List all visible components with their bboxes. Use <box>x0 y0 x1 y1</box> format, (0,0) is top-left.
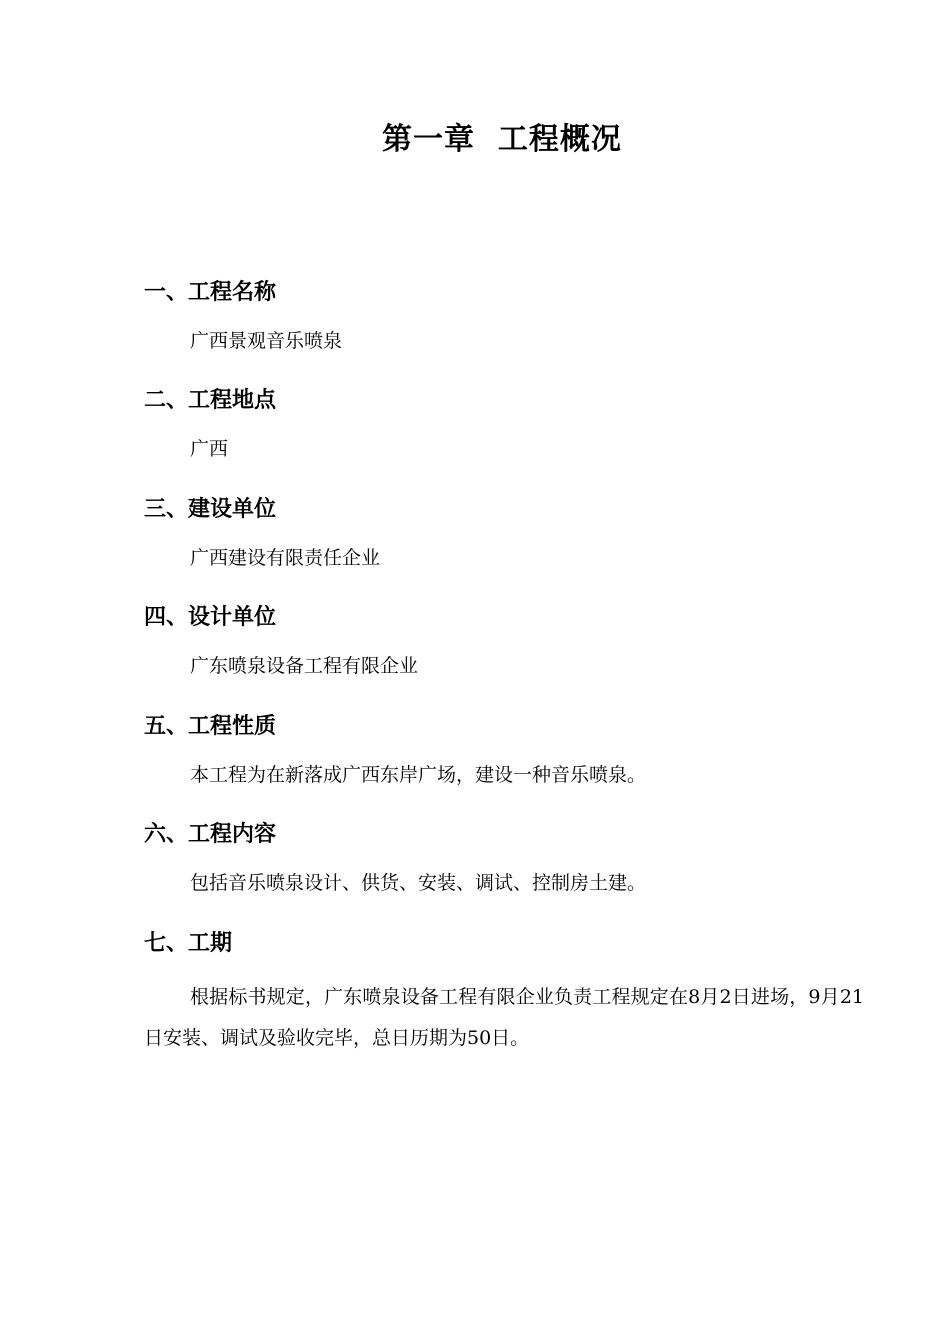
section-body: 广东喷泉设备工程有限企业 <box>190 655 419 677</box>
section-body: 广西景观音乐喷泉 <box>190 330 343 352</box>
section-heading: 三、建设单位 <box>144 497 277 522</box>
section-heading: 四、设计单位 <box>144 605 277 630</box>
section-heading: 二、工程地点 <box>144 388 277 413</box>
section-body: 广西 <box>190 438 229 460</box>
section-body: 本工程为在新落成广西东岸广场，建设一种音乐喷泉。 <box>190 764 647 786</box>
section-heading: 七、工期 <box>144 931 233 956</box>
section-body: 广西建设有限责任企业 <box>190 547 381 569</box>
section-heading: 六、工程内容 <box>144 822 277 847</box>
chapter-title: 第一章 工程概况 <box>382 122 622 157</box>
section-heading: 五、工程性质 <box>144 714 277 739</box>
section-body: 包括音乐喷泉设计、供货、安装、调试、控制房土建。 <box>190 872 647 894</box>
section-heading: 一、工程名称 <box>144 280 277 305</box>
section-paragraph: 根据标书规定，广东喷泉设备工程有限企业负责工程规定在8月2日进场，9月21日安装、调试及验收完毕，总日历期为50日。 <box>144 986 864 1049</box>
